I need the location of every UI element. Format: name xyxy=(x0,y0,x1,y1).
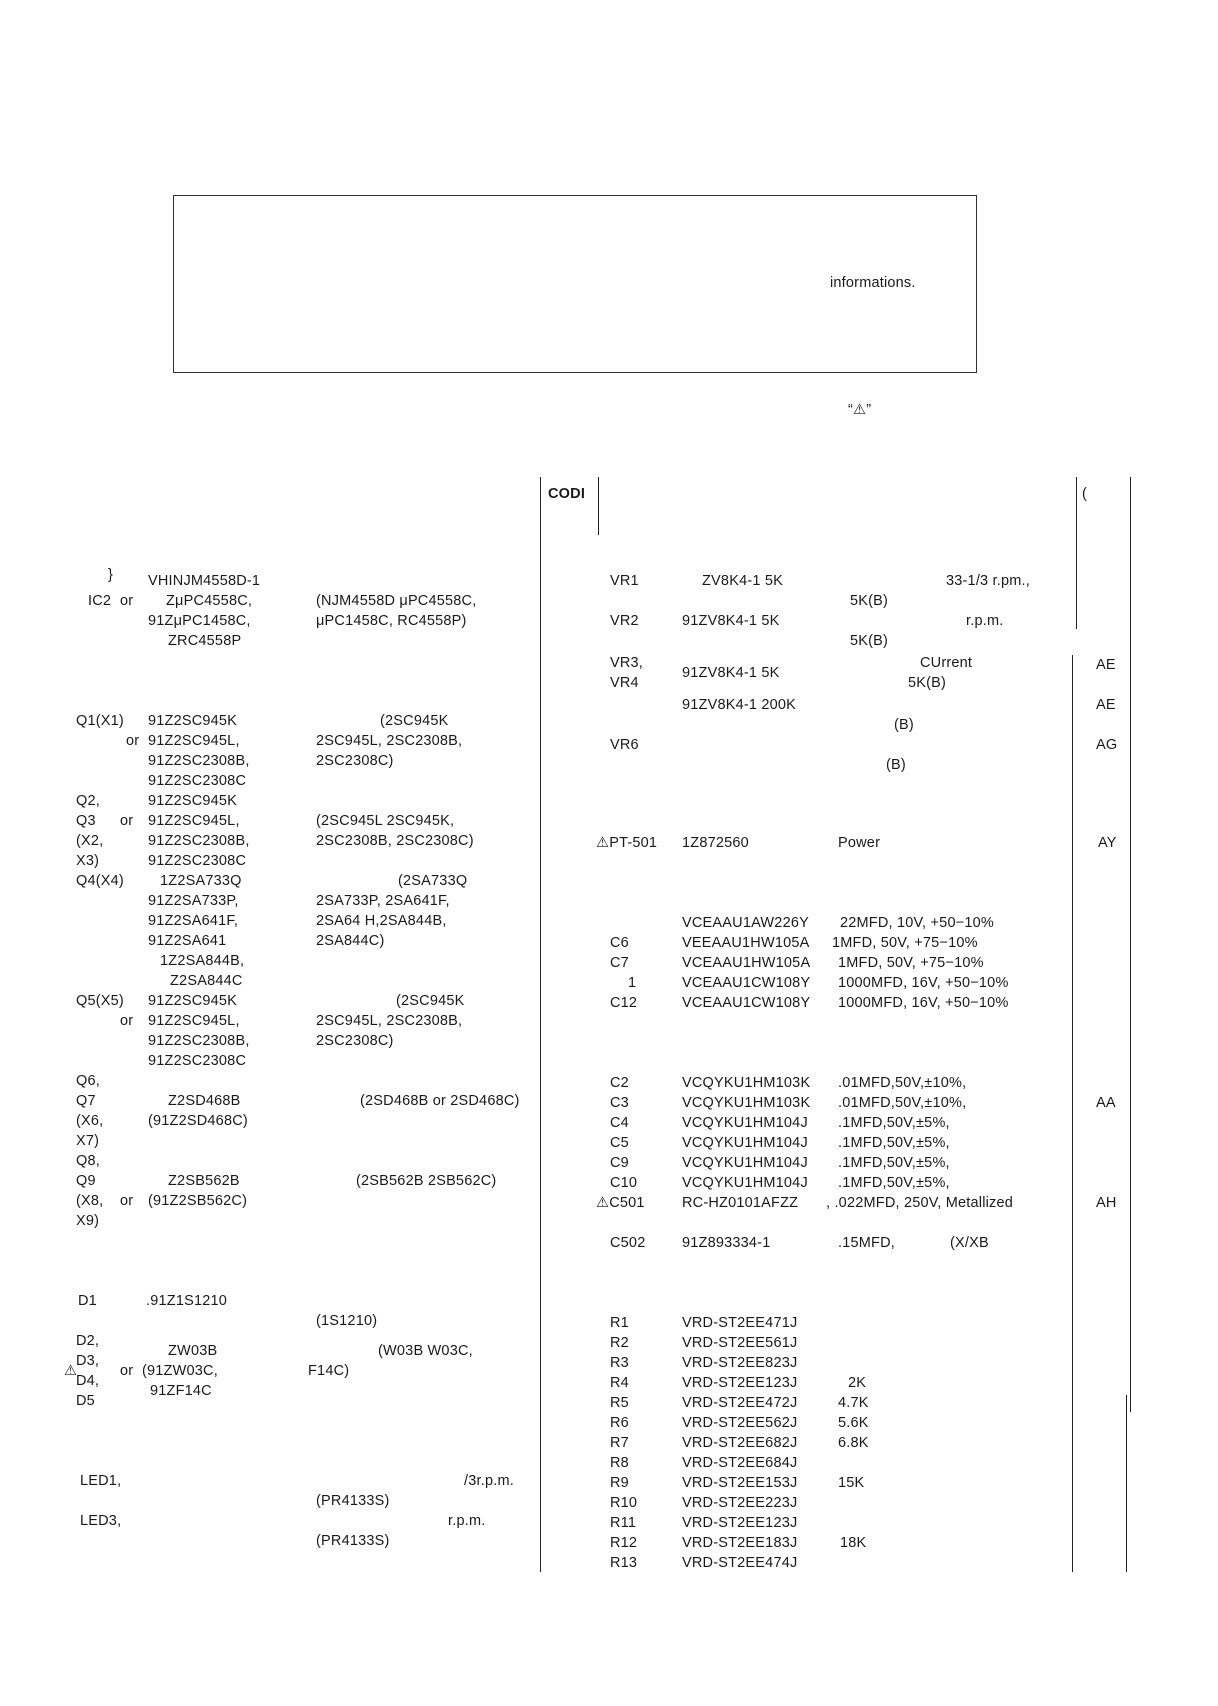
r13-ref: R13 xyxy=(610,1555,638,1571)
d25-alt1: (91ZW03C, xyxy=(142,1363,218,1379)
d25-desc2: F14C) xyxy=(308,1363,350,1379)
q3-l2: Q3 xyxy=(76,813,96,829)
right-column-mark: ( xyxy=(1082,486,1088,502)
fcap3-ref: C4 xyxy=(610,1115,629,1131)
r10-part: VRD-ST2EE223J xyxy=(682,1495,798,1511)
q1-or: or xyxy=(126,733,140,749)
ic2-desc2: μPC1458C, RC4558P) xyxy=(316,613,467,629)
vr5-part: 91ZV8K4-1 200K xyxy=(682,697,797,713)
ic2-alt3: ZRC4558P xyxy=(168,633,242,649)
q9-alt: (91Z2SB562C) xyxy=(148,1193,248,1209)
r6-ref: R6 xyxy=(610,1415,629,1431)
q1-desc1: (2SC945K xyxy=(380,713,449,729)
vr5-desc: (B) xyxy=(894,717,914,733)
q5-alt3: 91Z2SC2308C xyxy=(148,1053,247,1069)
d25-l1: D2, xyxy=(76,1333,100,1349)
q7-l4: X7) xyxy=(76,1133,100,1149)
ecap4-part: VCEAAU1CW108Y xyxy=(682,975,811,991)
ecap3-part: VCEAAU1HW105A xyxy=(682,955,811,971)
vr2-desc2: 5K(B) xyxy=(850,633,889,649)
ecap1-part: VCEAAU1AW226Y xyxy=(682,915,809,931)
fcap1-desc: .01MFD,50V,±10%, xyxy=(838,1075,967,1091)
fcap2-desc: .01MFD,50V,±10%, xyxy=(838,1095,967,1111)
led3-desc1: r.p.m. xyxy=(448,1513,486,1529)
q4-alt5: Z2SA844C xyxy=(170,973,243,989)
q9-l3: (X8, xyxy=(76,1193,104,1209)
r5-part: VRD-ST2EE472J xyxy=(682,1395,798,1411)
r7-part: VRD-ST2EE682J xyxy=(682,1435,798,1451)
q5-desc1: (2SC945K xyxy=(396,993,465,1009)
fcap1-part: VCQYKU1HM103K xyxy=(682,1075,811,1091)
vr3-ref: VR3, xyxy=(610,655,644,671)
vr1-part: ZV8K4-1 5K xyxy=(702,573,783,589)
ic2-alt2: 91ZμPC1458C, xyxy=(148,613,251,629)
q4-part: 1Z2SA733Q xyxy=(160,873,242,889)
ecap5-desc: 1000MFD, 16V, +50−10% xyxy=(838,995,1009,1011)
column-divider-left xyxy=(540,477,541,1572)
q4-desc4: 2SA844C) xyxy=(316,933,385,949)
q5-or: or xyxy=(120,1013,134,1029)
q1-part: 91Z2SC945K xyxy=(148,713,238,729)
fcap5-part: VCQYKU1HM104J xyxy=(682,1155,808,1171)
column-divider-far-right-lower xyxy=(1126,1395,1127,1572)
r10-ref: R10 xyxy=(610,1495,638,1511)
q4-label: Q4(X4) xyxy=(76,873,124,889)
r7-val: 6.8K xyxy=(838,1435,869,1451)
q9-desc: (2SB562B 2SB562C) xyxy=(356,1173,497,1189)
q3-or: or xyxy=(120,813,134,829)
q1-alt3: 91Z2SC2308C xyxy=(148,773,247,789)
ecap2-desc: 1MFD, 50V, +75−10% xyxy=(832,935,978,951)
q1-alt2: 91Z2SC2308B, xyxy=(148,753,250,769)
vr1-desc: 33-1/3 r.pm., xyxy=(946,573,1030,589)
column-divider-right xyxy=(1072,655,1073,1572)
warning-symbol-note: “⚠” xyxy=(848,402,872,418)
q4-desc1: (2SA733Q xyxy=(398,873,468,889)
fcap1-ref: C2 xyxy=(610,1075,629,1091)
fcap6-ref: C10 xyxy=(610,1175,638,1191)
q3-alt3: 91Z2SC2308C xyxy=(148,853,247,869)
q7-desc: (2SD468B or 2SD468C) xyxy=(360,1093,520,1109)
r5-val: 4.7K xyxy=(838,1395,869,1411)
r11-ref: R11 xyxy=(610,1515,637,1531)
column-divider-right-top xyxy=(1076,477,1077,629)
d1-label: D1 xyxy=(78,1293,97,1309)
q9-l4: X9) xyxy=(76,1213,100,1229)
fcap2-ref: C3 xyxy=(610,1095,629,1111)
r6-part: VRD-ST2EE562J xyxy=(682,1415,798,1431)
q5-label: Q5(X5) xyxy=(76,993,124,1009)
q5-alt1: 91Z2SC945L, xyxy=(148,1013,240,1029)
column-divider-far-right xyxy=(1130,477,1131,1412)
led3-label: LED3, xyxy=(80,1513,122,1529)
q4-alt4: 1Z2SA844B, xyxy=(160,953,245,969)
q7-l2: Q7 xyxy=(76,1093,96,1109)
c502-part: 91Z893334-1 xyxy=(682,1235,771,1251)
q3-l1: Q2, xyxy=(76,793,100,809)
c502-desc2: (X/XB xyxy=(950,1235,989,1251)
d1-part: .91Z1S1210 xyxy=(146,1293,228,1309)
r12-part: VRD-ST2EE183J xyxy=(682,1535,798,1551)
q3-alt1: 91Z2SC945L, xyxy=(148,813,240,829)
r4-part: VRD-ST2EE123J xyxy=(682,1375,798,1391)
ecap4-ref: 1 xyxy=(628,975,637,991)
ecap5-ref: C12 xyxy=(610,995,638,1011)
ic2-alt1: ZμPC4558C, xyxy=(166,593,253,609)
d25-l3: D4, xyxy=(76,1373,100,1389)
q9-l2: Q9 xyxy=(76,1173,96,1189)
fcap2-part: VCQYKU1HM103K xyxy=(682,1095,811,1111)
r4-ref: R4 xyxy=(610,1375,629,1391)
led1-desc1: /3r.p.m. xyxy=(464,1473,514,1489)
vr2-ref: VR2 xyxy=(610,613,639,629)
r5-ref: R5 xyxy=(610,1395,629,1411)
ic2-desc1: (NJM4558D μPC4558C, xyxy=(316,593,477,609)
q3-l4: X3) xyxy=(76,853,100,869)
ecap2-part: VEEAAU1HW105A xyxy=(682,935,810,951)
c502-ref: C502 xyxy=(610,1235,646,1251)
q4-desc2: 2SA733P, 2SA641F, xyxy=(316,893,450,909)
r1-ref: R1 xyxy=(610,1315,629,1331)
q9-l1: Q8, xyxy=(76,1153,100,1169)
fcap3-desc: .1MFD,50V,±5%, xyxy=(838,1115,950,1131)
fcap3-part: VCQYKU1HM104J xyxy=(682,1115,808,1131)
q9-or: or xyxy=(120,1193,134,1209)
vr3-desc: CUrrent xyxy=(920,655,973,671)
q1-alt1: 91Z2SC945L, xyxy=(148,733,240,749)
notice-text: informations. xyxy=(830,275,916,291)
q3-alt2: 91Z2SC2308B, xyxy=(148,833,250,849)
vr3-code: AE xyxy=(1096,657,1116,673)
ic2-part: VHINJM4558D-1 xyxy=(148,573,261,589)
r2-part: VRD-ST2EE561J xyxy=(682,1335,798,1351)
q7-part: Z2SD468B xyxy=(168,1093,241,1109)
d25-or: or xyxy=(120,1363,134,1379)
q3-l3: (X2, xyxy=(76,833,104,849)
vr4-ref: VR4 xyxy=(610,675,639,691)
c501-part: RC-HZ0101AFZZ xyxy=(682,1195,799,1211)
fcap6-desc: .1MFD,50V,±5%, xyxy=(838,1175,950,1191)
d25-part: ZW03B xyxy=(168,1343,218,1359)
r12-val: 18K xyxy=(840,1535,867,1551)
d25-l4: D5 xyxy=(76,1393,95,1409)
ic2-or: or xyxy=(120,593,134,609)
fcap5-desc: .1MFD,50V,±5%, xyxy=(838,1155,950,1171)
r7-ref: R7 xyxy=(610,1435,629,1451)
q5-desc3: 2SC2308C) xyxy=(316,1033,394,1049)
q9-part: Z2SB562B xyxy=(168,1173,240,1189)
r3-part: VRD-ST2EE823J xyxy=(682,1355,798,1371)
q3-part: 91Z2SC945K xyxy=(148,793,238,809)
pt501-desc: Power xyxy=(838,835,881,851)
d25-alt2: 91ZF14C xyxy=(150,1383,212,1399)
q5-part: 91Z2SC945K xyxy=(148,993,238,1009)
r1-part: VRD-ST2EE471J xyxy=(682,1315,798,1331)
d25-desc1: (W03B W03C, xyxy=(378,1343,473,1359)
q1-desc2: 2SC945L, 2SC2308B, xyxy=(316,733,463,749)
ecap4-desc: 1000MFD, 16V, +50−10% xyxy=(838,975,1009,991)
pt501-code: AY xyxy=(1098,835,1117,851)
led3-desc2: (PR4133S) xyxy=(316,1533,390,1549)
vr2-part: 91ZV8K4-1 5K xyxy=(682,613,780,629)
pt501-part: 1Z872560 xyxy=(682,835,749,851)
fcap4-ref: C5 xyxy=(610,1135,629,1151)
led1-label: LED1, xyxy=(80,1473,122,1489)
fcap6-part: VCQYKU1HM104J xyxy=(682,1175,808,1191)
ecap1-desc: 22MFD, 10V, +50−10% xyxy=(840,915,995,931)
c501-code: AH xyxy=(1096,1195,1117,1211)
fcap4-part: VCQYKU1HM104J xyxy=(682,1135,808,1151)
r6-val: 5.6K xyxy=(838,1415,869,1431)
q4-desc3: 2SA64 H,2SA844B, xyxy=(316,913,447,929)
vr3-desc2: 5K(B) xyxy=(908,675,947,691)
d1-desc: (1S1210) xyxy=(316,1313,378,1329)
vr6-desc: (B) xyxy=(886,757,906,773)
fcap2-code: AA xyxy=(1096,1095,1116,1111)
r13-part: VRD-ST2EE474J xyxy=(682,1555,798,1571)
column-divider-code xyxy=(598,477,599,535)
vr3-part: 91ZV8K4-1 5K xyxy=(682,665,780,681)
fcap4-desc: .1MFD,50V,±5%, xyxy=(838,1135,950,1151)
r9-val: 15K xyxy=(838,1475,865,1491)
r8-ref: R8 xyxy=(610,1455,629,1471)
q3-desc2: 2SC2308B, 2SC2308C) xyxy=(316,833,474,849)
r9-ref: R9 xyxy=(610,1475,629,1491)
r9-part: VRD-ST2EE153J xyxy=(682,1475,798,1491)
q1-desc3: 2SC2308C) xyxy=(316,753,394,769)
q4-alt1: 91Z2SA733P, xyxy=(148,893,239,909)
pt501-ref: ⚠PT-501 xyxy=(596,835,658,851)
d25-l2: D3, xyxy=(76,1353,100,1369)
r8-part: VRD-ST2EE684J xyxy=(682,1455,798,1471)
ecap2-ref: C6 xyxy=(610,935,629,951)
r4-val: 2K xyxy=(848,1375,867,1391)
q4-alt2: 91Z2SA641F, xyxy=(148,913,239,929)
q5-alt2: 91Z2SC2308B, xyxy=(148,1033,250,1049)
c501-ref: ⚠C501 xyxy=(596,1195,645,1211)
vr5-code: AE xyxy=(1096,697,1116,713)
ecap3-ref: C7 xyxy=(610,955,629,971)
q3-desc1: (2SC945L 2SC945K, xyxy=(316,813,455,829)
vr1-ref: VR1 xyxy=(610,573,639,589)
ecap3-desc: 1MFD, 50V, +75−10% xyxy=(838,955,984,971)
ic2-label: IC2 xyxy=(88,593,112,609)
r3-ref: R3 xyxy=(610,1355,629,1371)
q5-desc2: 2SC945L, 2SC2308B, xyxy=(316,1013,463,1029)
r12-ref: R12 xyxy=(610,1535,638,1551)
vr6-ref: VR6 xyxy=(610,737,639,753)
q1-label: Q1(X1) xyxy=(76,713,124,729)
vr1-desc2: 5K(B) xyxy=(850,593,889,609)
vr2-desc: r.p.m. xyxy=(966,613,1004,629)
led1-desc2: (PR4133S) xyxy=(316,1493,390,1509)
code-column-header: CODI xyxy=(548,486,586,502)
c502-desc: .15MFD, xyxy=(838,1235,895,1251)
r2-ref: R2 xyxy=(610,1335,629,1351)
q7-l1: Q6, xyxy=(76,1073,100,1089)
q4-alt3: 91Z2SA641 xyxy=(148,933,227,949)
r11-part: VRD-ST2EE123J xyxy=(682,1515,798,1531)
q7-l3: (X6, xyxy=(76,1113,104,1129)
vr6-code: AG xyxy=(1096,737,1118,753)
ecap5-part: VCEAAU1CW108Y xyxy=(682,995,811,1011)
q7-alt: (91Z2SD468C) xyxy=(148,1113,248,1129)
d25-warning-icon: ⚠ xyxy=(64,1363,78,1379)
c501-desc: , .022MFD, 250V, Metallized xyxy=(826,1195,1014,1211)
fcap5-ref: C9 xyxy=(610,1155,629,1171)
